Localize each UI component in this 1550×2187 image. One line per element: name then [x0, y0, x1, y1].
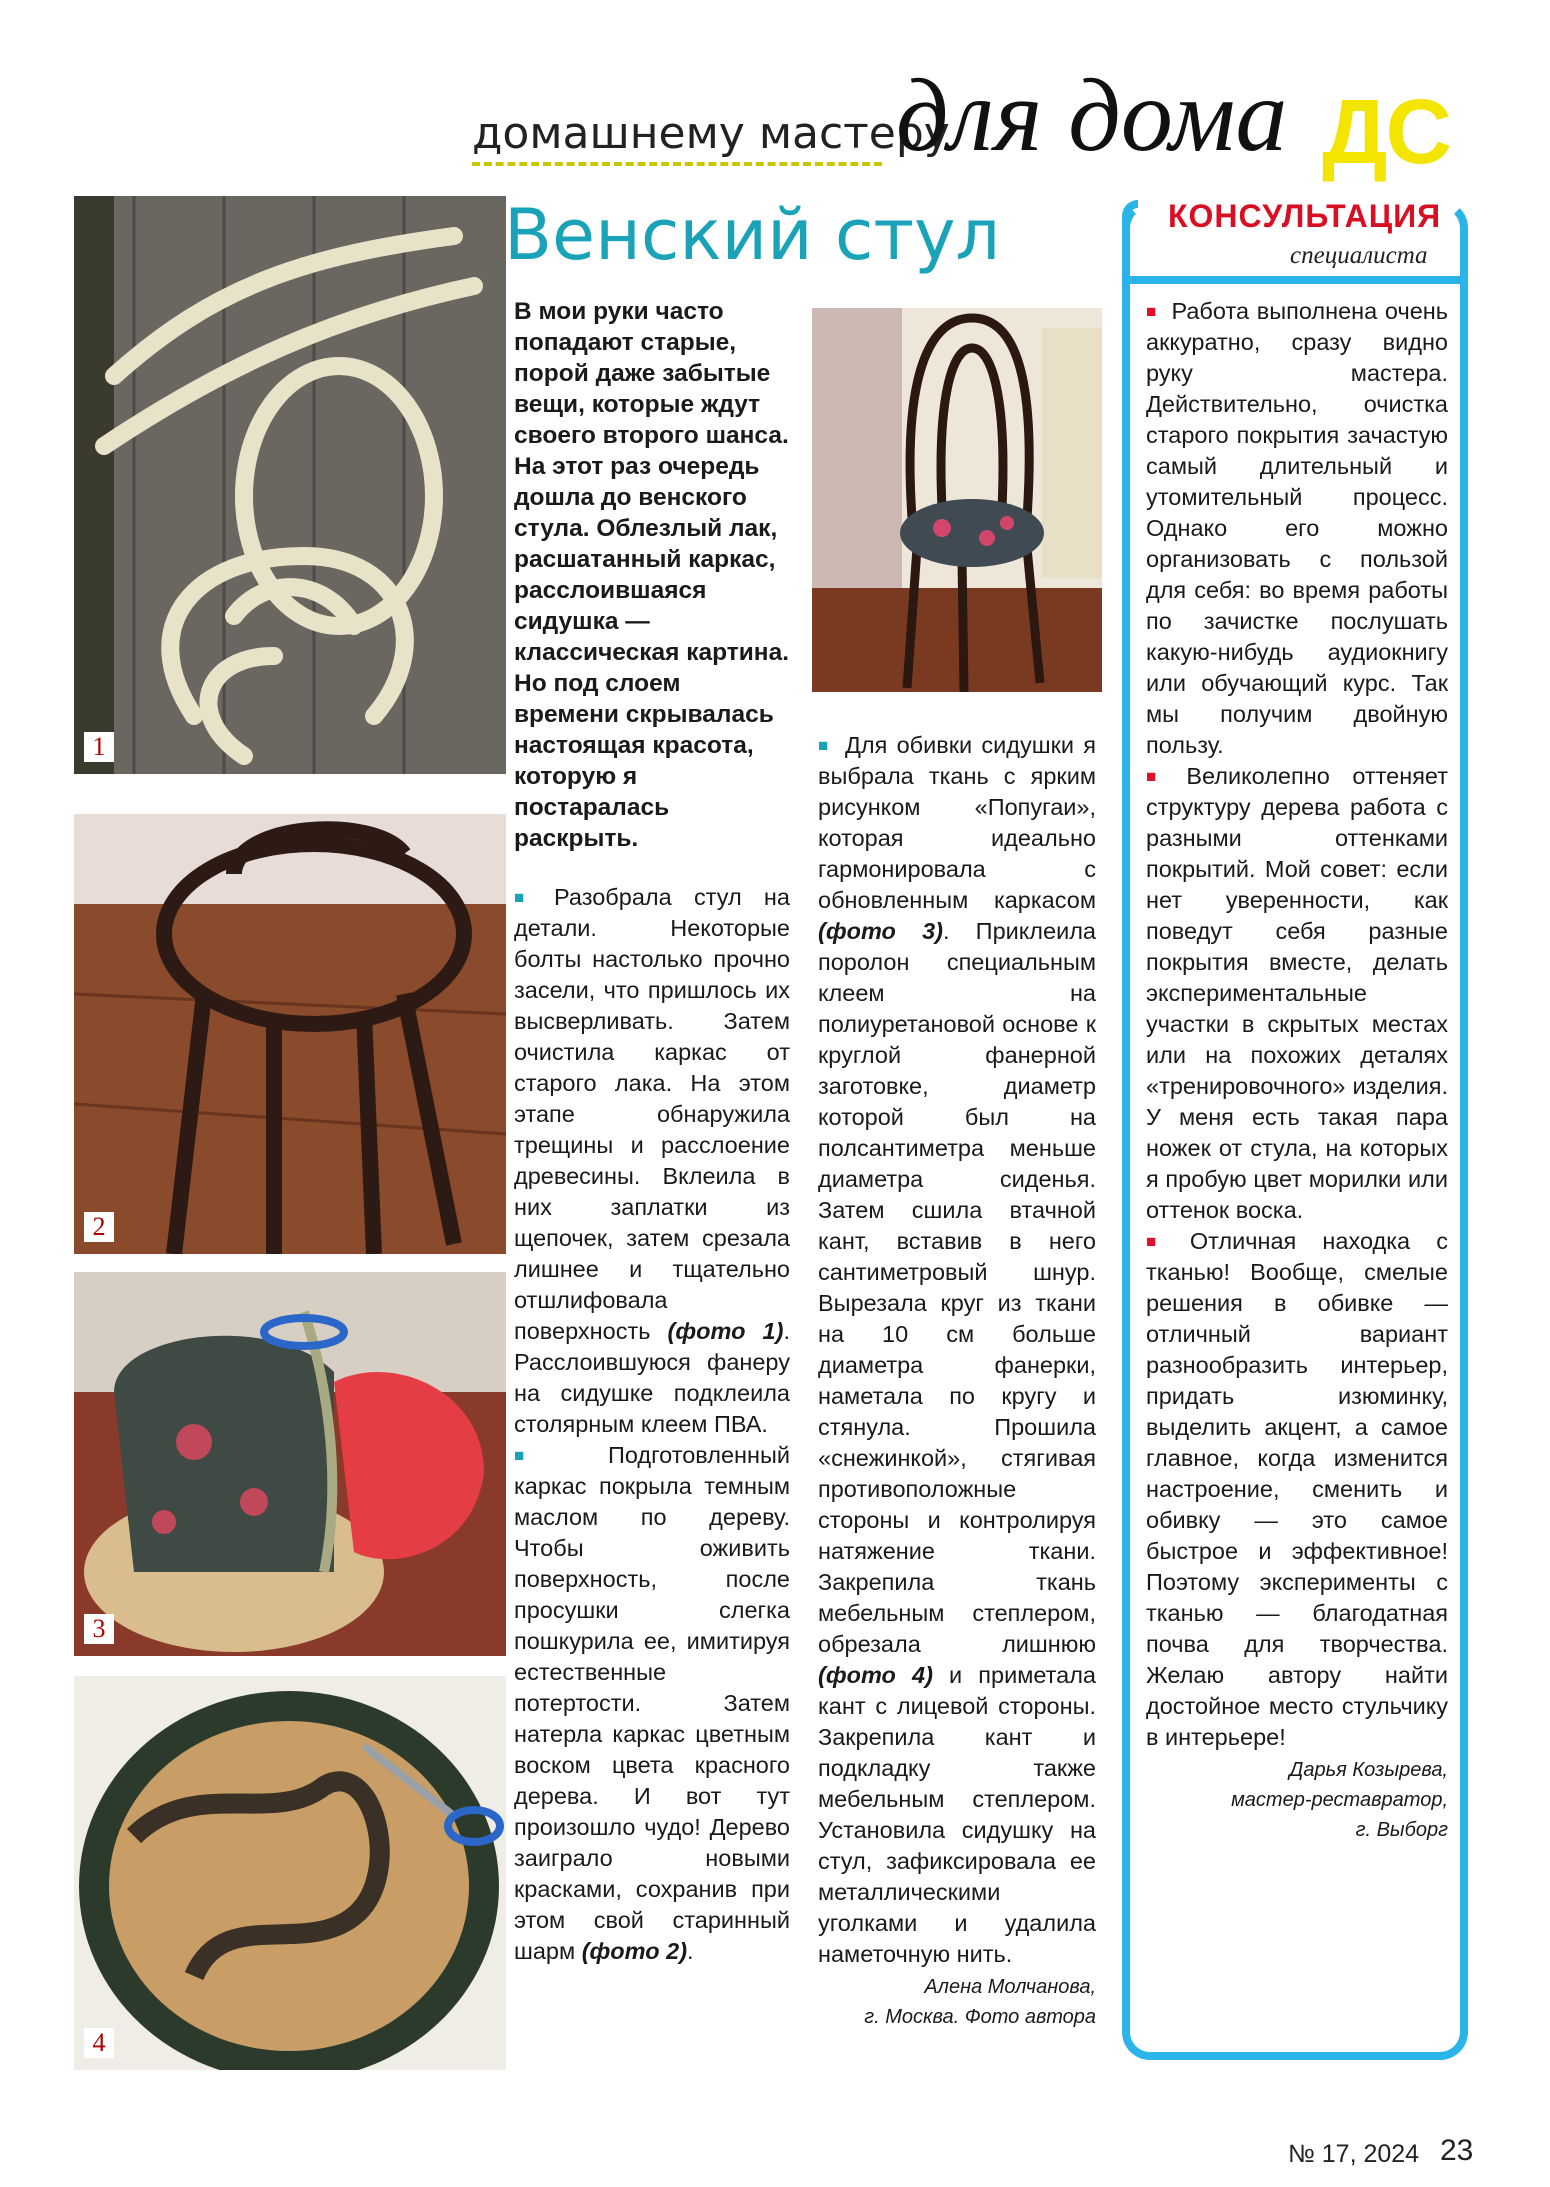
photo-number: 4 [84, 2028, 114, 2058]
author-name: Алена Молчанова, [924, 1976, 1096, 1998]
author-place: г. Москва. Фото автора [864, 2006, 1096, 2028]
consultation-paragraph-1: ■ Работа выполнена очень аккуратно, сразу видно руку мастера. Действительно, очистка старого покрытия зачастую самый длительный и утомительный процесс. Однако его можно организовать с пользой для себя: во время работы по зачистке послушать какую-нибудь аудиокнигу или обучающий курс. Так мы получим двойную пользу. [1146, 296, 1448, 761]
consultation-divider [1130, 276, 1460, 284]
article-column-2 [818, 730, 1096, 2032]
section-rubric: домашнему мастеру [472, 108, 950, 159]
photo-chair-frame [74, 814, 506, 1254]
article-paragraph-3: ■ Для обивки сидушки я выбрала ткань с ярким рисунком «Попугаи», которая идеально гармонировала с обновленным каркасом (фото 3). Приклеила поролон специальным клеем на полиуретановой основе к круглой фанерной заготовке, диаметр которой был на полсантиметра меньше диаметра сиденья. Затем сшила втачной кант, вставив в него сантиметровый шнур. Вырезала круг из ткани на 10 см больше диаметра фанерки, наметала по кругу и стянула. Прошила «снежинкой», стягивая противоположные стороны и контролируя натяжение ткани. Закрепила ткань мебельным степлером, обрезала лишнюю (фото 4) и приметала кант с лицевой стороны. Закрепила кант и подкладку также мебельным степлером. Установила сидушку на стул, зафиксировала ее металлическими уголками и удалила наметочную нить. [818, 730, 1096, 1970]
photo-fabric-ring [74, 1676, 506, 2070]
consultation-box-edge [1452, 276, 1468, 296]
rubric-underline [472, 162, 882, 166]
expert-role: мастер-реставратор, [1231, 1789, 1448, 1811]
photo-chair-parts [74, 196, 506, 774]
expert-name: Дарья Козырева, [1289, 1759, 1448, 1781]
page-number: 23 [1440, 2134, 1474, 2167]
consultation-subtitle: специалиста [1290, 242, 1428, 269]
consultation-box-corner [1122, 200, 1138, 240]
article-paragraph-2: ■ Подготовленный каркас покрыла темным маслом по дереву. Чтобы оживить поверхность, после просушки слегка пошкурила ее, имитируя естественные потертости. Затем натерла каркас цветным воском цвета красного дерева. И вот тут произошло чудо! Дерево заиграло новыми красками, сохранив при этом свой старинный шарм (фото 2). [514, 1440, 790, 1967]
consultation-paragraph-2: ■ Великолепно оттеняет структуру дерева работа с разными оттенками покрытий. Мой совет: если нет уверенности, как поведут себя разные покрытия вместе, делать экспериментальные участки в скрытых местах или на похожих деталях «тренировочного» изделия. У меня есть такая пара ножек от стула, на которых я пробую цвет морилки или оттенок воска. [1146, 761, 1448, 1226]
magazine-logo: ДС [1322, 81, 1450, 183]
article-lead: В мои руки часто попадают старые, порой даже забытые вещи, которые ждут своего второго шанса. На этот раз очередь дошла до венского стула. Облезлый лак, расшатанный каркас, расслоившаяся сидушка — классическая картина. Но под слоем времени скрывалась настоящая красота, которую я постаралась раскрыть. [514, 298, 790, 852]
consultation-paragraph-3: ■ Отличная находка с тканью! Вообще, смелые решения в обивке — отличный вариант разнообразить интерьер, придать изюминку, выделить акцент, а самое главное, когда изменится настроение, сменить и обивку — это самое быстрое и эффективное! Поэтому эксперименты с тканью — благодатная почва для творчества. Желаю автору найти достойное место стульчику в интерьере! [1146, 1226, 1448, 1753]
photo-number: 1 [84, 732, 114, 762]
article-headline: Венский стул [504, 194, 1001, 276]
section-title: для дома [896, 58, 1288, 173]
expert-city: г. Выборг [1355, 1819, 1448, 1841]
article-paragraph-1: ■ Разобрала стул на детали. Некоторые болты настолько прочно засели, что пришлось их высверливать. Затем очистила каркас от старого лака. На этом этапе обнаружила трещины и расслоение древесины. Вклеила в них заплатки из щепочек, затем срезала лишнее и тщательно отшлифовала поверхность (фото 1). Расслоившуюся фанеру на сидушке подклеила столярным клеем ПВА. [514, 882, 790, 1440]
photo-fabric-tools [74, 1272, 506, 1656]
article-column-1 [514, 296, 790, 1967]
photo-finished-chair [812, 308, 1102, 692]
photo-number: 3 [84, 1614, 114, 1644]
consultation-title: КОНСУЛЬТАЦИЯ [1168, 198, 1442, 234]
author-signature [818, 1972, 1096, 2032]
photo-number: 2 [84, 1212, 114, 1242]
issue-number: № 17, 2024 [1288, 2140, 1420, 2168]
consultation-text [1146, 296, 1448, 1845]
expert-signature [1146, 1755, 1448, 1845]
